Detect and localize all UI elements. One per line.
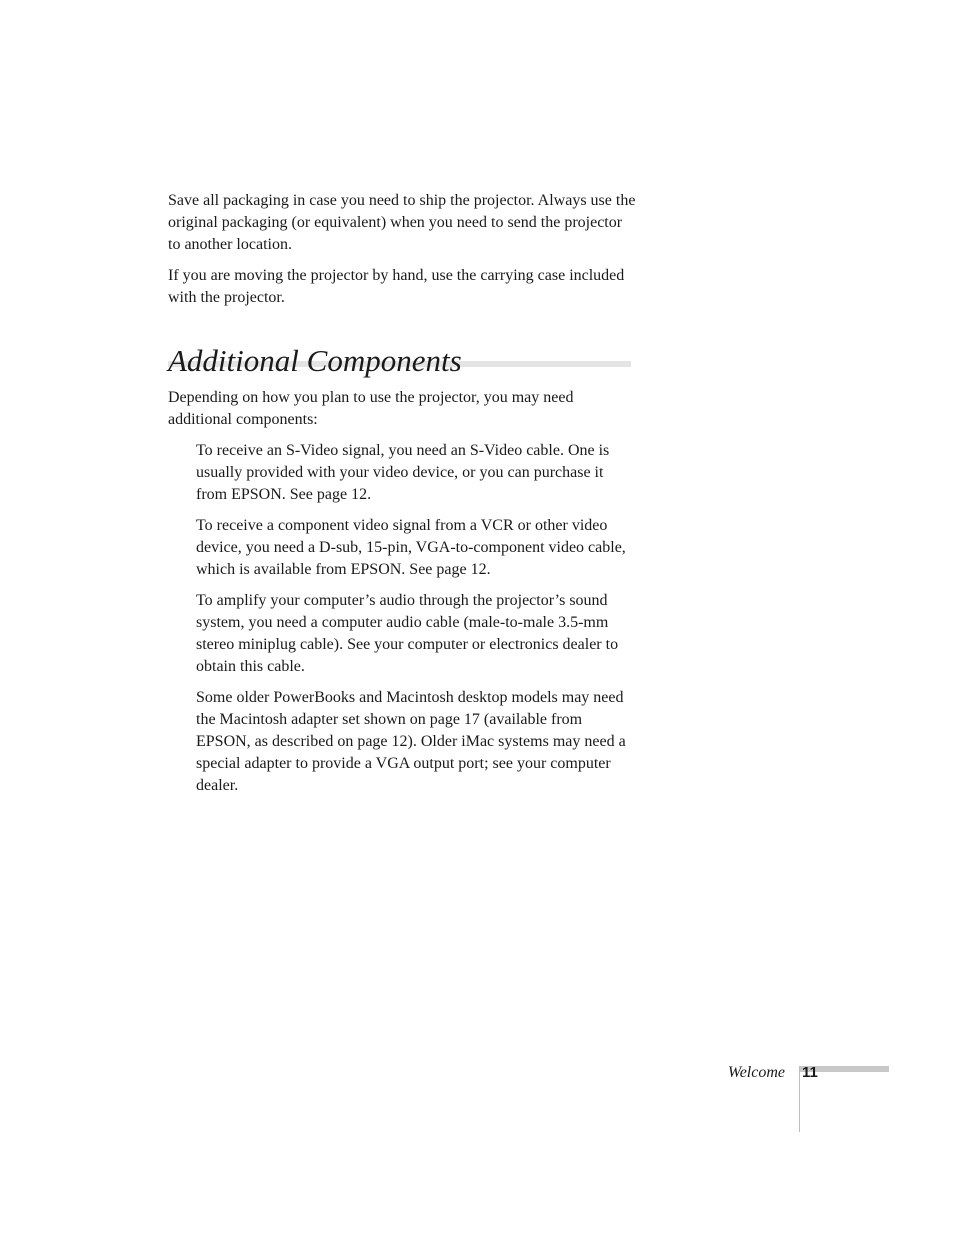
intro-paragraph: Save all packaging in case you need to ship the projector. Always use the original packaging (or equivalent) when you need to send the projector to another location. [168,192,636,253]
list-item: To amplify your computer’s audio through the projector’s sound system, you need a computer audio cable (male-to-male 3.5-mm stereo miniplug cable). See your computer or electronics dealer to obtain this cable. [196,592,619,675]
list-item: Some older PowerBooks and Macintosh desktop models may need the Macintosh adapter set shown on page 17 (available from EPSON, as described on page 12). Older iMac systems may need a special adapter to provide a VGA output port; see your computer dealer. [196,689,626,794]
additional-components-section [168,343,638,385]
page-footer [700,1062,890,1132]
section-heading: Additional Components [168,343,462,378]
intro-paragraph: If you are moving the projector by hand, use the carrying case included with the projector. [168,267,625,306]
footer-divider [799,1066,800,1132]
list-item: To receive an S-Video signal, you need an S-Video cable. One is usually provided with your video device, or you can purchase it from EPSON. See page 12. [196,442,610,503]
list-item: To receive a component video signal from a VCR or other video device, you need a D-sub, 15-pin, VGA-to-component video cable, which is available from EPSON. See page 12. [196,517,626,578]
section-intro-paragraph: Depending on how you plan to use the projector, you may need additional components: [168,389,574,428]
page-content [168,190,638,806]
page-number: 11 [802,1064,818,1081]
footer-section-name: Welcome [727,1064,785,1081]
